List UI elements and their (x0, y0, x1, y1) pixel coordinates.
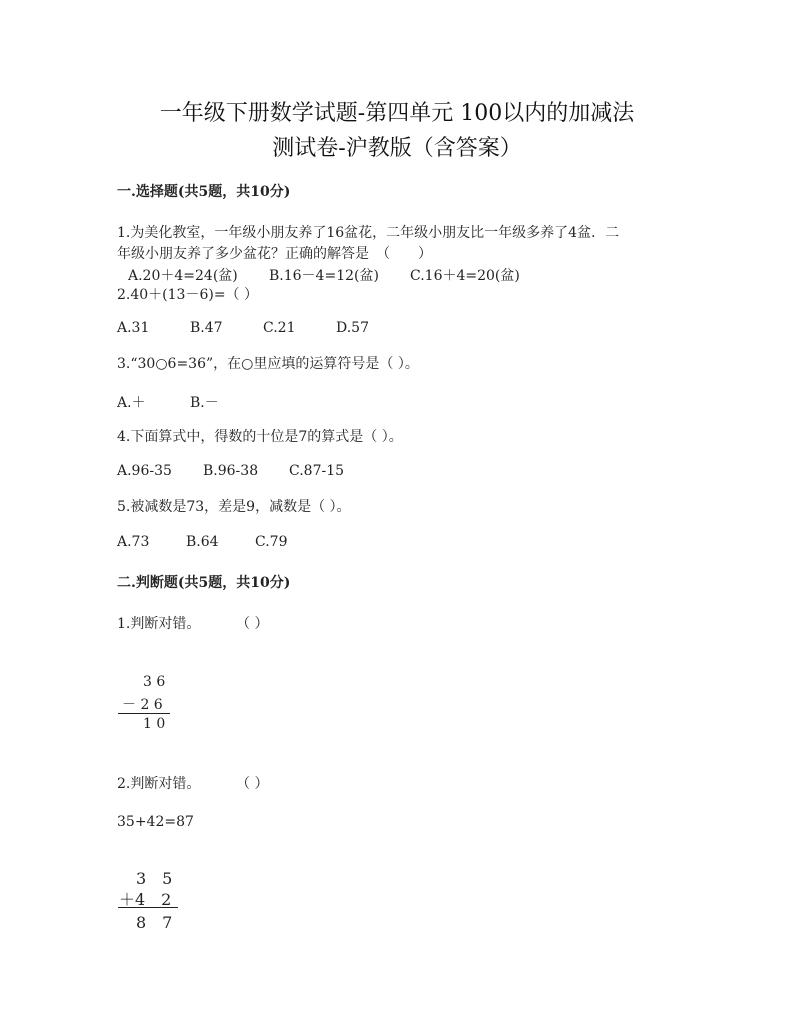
option-d: D.57 (336, 320, 369, 336)
question-1-2-options (117, 320, 369, 336)
option-b: B.－ (190, 395, 219, 411)
option-c: C.16＋4=20(盆) (410, 268, 520, 284)
option-a: A.73 (117, 534, 150, 550)
calc-result: 8 7 (136, 913, 173, 932)
calc-line-1: 3 6 (143, 674, 166, 690)
question-1-1-line-1: 1.为美化教室，一年级小朋友养了16盆花，二年级小朋友比一年级多养了4盆．二 (117, 225, 620, 241)
option-b: B.64 (186, 534, 219, 550)
question-1-4: 4.下面算式中，得数的十位是7的算式是（ ）。 (117, 429, 403, 445)
title-line-1: 一年级下册数学试题-第四单元 100以内的加减法 (159, 101, 635, 126)
option-c: C.79 (255, 534, 288, 550)
question-2-2: 2.判断对错。 (117, 776, 201, 792)
question-1-5: 5.被减数是73，差是9，减数是（ ）。 (117, 499, 351, 515)
option-a: A.20＋4=24(盆) (128, 268, 238, 284)
option-b: B.16－4=12(盆) (269, 268, 379, 284)
section-2-heading: 二.判断题(共5题，共10分) (117, 575, 291, 591)
question-2-1-answer-paren: （ ） (236, 616, 269, 632)
question-2-2-equation: 35+42=87 (117, 814, 194, 830)
question-1-4-options (117, 463, 344, 479)
calc-divider (118, 713, 170, 714)
calc-line-2: ＋4 2 (119, 890, 172, 909)
option-a: A.96-35 (117, 463, 172, 479)
option-b: B.47 (190, 320, 223, 336)
option-c: C.21 (263, 320, 296, 336)
question-1-3-options (117, 392, 219, 412)
calc-result: 1 0 (143, 716, 166, 732)
question-1-2: 2.40＋(13－6)=（ ） (117, 287, 258, 303)
question-1-3: 3.“30○6=36”，在○里应填的运算符号是（ ）。 (117, 356, 419, 372)
option-b: B.96-38 (203, 463, 259, 479)
question-2-2-answer-paren: （ ） (236, 776, 269, 792)
section-1-heading: 一.选择题(共5题，共10分) (117, 184, 291, 200)
option-a: A.＋ (117, 395, 146, 411)
question-1-1-options (128, 265, 520, 285)
option-c: C.87-15 (289, 463, 345, 479)
calc-line-2: － 2 6 (122, 697, 163, 713)
option-a: A.31 (117, 320, 150, 336)
question-2-1: 1.判断对错。 (117, 616, 201, 632)
question-1-1-line-2: 年级小朋友养了多少盆花？正确的解答是 （ ） (117, 246, 432, 262)
calc-line-1: 3 5 (136, 869, 173, 888)
calc-divider (118, 907, 178, 908)
question-1-5-options (117, 534, 287, 550)
question-1-1 (117, 223, 619, 265)
title-line-2: 测试卷-沪教版（含答案） (272, 136, 522, 161)
